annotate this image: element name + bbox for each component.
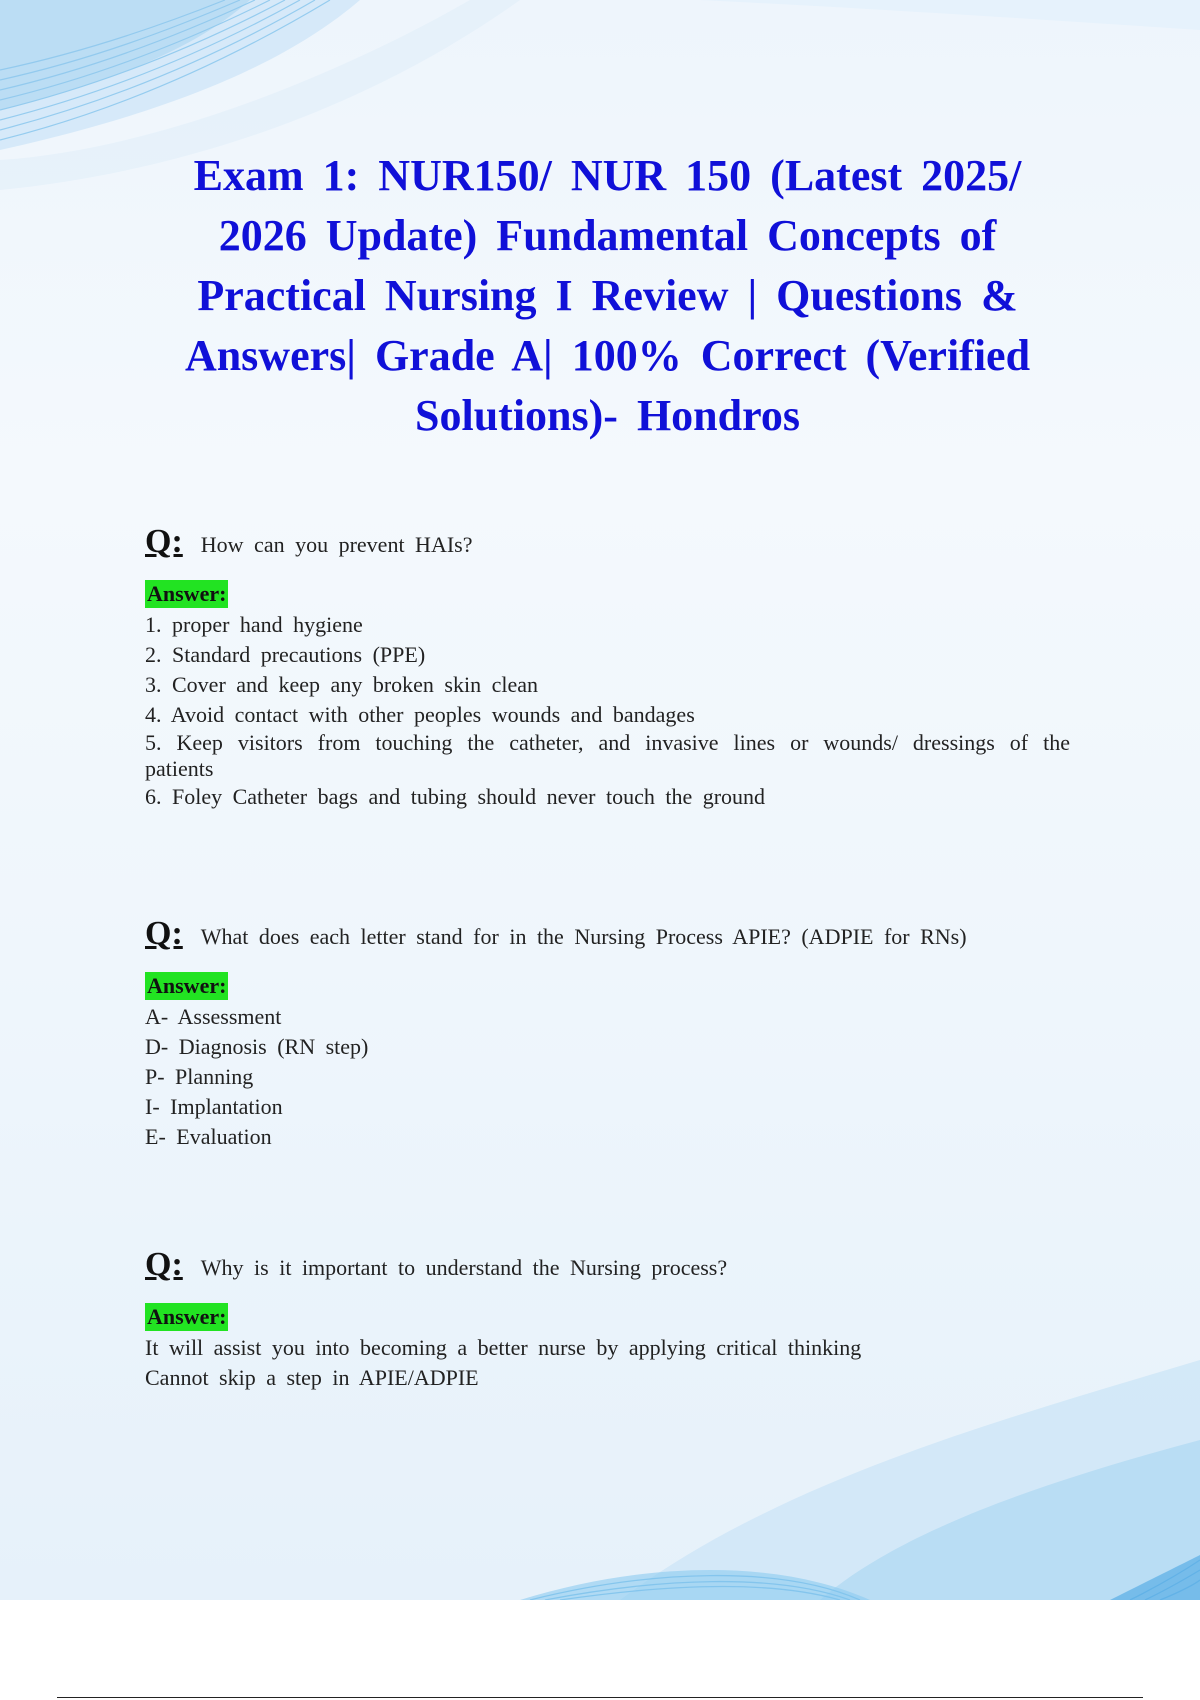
footer-rule <box>57 1697 1143 1698</box>
answer-line: D- Diagnosis (RN step) <box>145 1034 369 1059</box>
answer-line: 2. Standard precautions (PPE) <box>145 642 426 667</box>
answer-line: 3. Cover and keep any broken skin clean <box>145 672 538 697</box>
answer-line: 1. proper hand hygiene <box>145 612 363 637</box>
answer-line: A- Assessment <box>145 1004 282 1029</box>
answer-line: I- Implantation <box>145 1094 283 1119</box>
answer-line: Cannot skip a step in APIE/ADPIE <box>145 1365 479 1390</box>
answer-line: 5. Keep visitors from touching the catheter, and invasive lines or wounds/ dressings of the patients <box>145 730 1070 781</box>
answer-line: It will assist you into becoming a better nurse by applying critical thinking <box>145 1335 862 1360</box>
question-text: What does each letter stand for in the Nursing Process APIE? (ADPIE for RNs) <box>200 924 967 949</box>
question-row <box>145 914 1070 954</box>
question-text: How can you prevent HAIs? <box>200 532 473 557</box>
answer-list <box>145 1002 1070 1152</box>
answer-line: 6. Foley Catheter bags and tubing should never touch the ground <box>145 784 766 809</box>
question-row <box>145 1245 1070 1285</box>
question-row <box>145 522 1070 562</box>
question-text: Why is it important to understand the Nursing process? <box>200 1255 728 1280</box>
qa-item-2 <box>145 914 1070 1152</box>
document-title: Exam 1: NUR150/ NUR 150 (Latest 2025/ 2026 Update) Fundamental Concepts of Practical Nursing I Review | Questions & Answers| Grade A| 100% Correct (Verified Solutions)- Hondros <box>184 151 1031 440</box>
answer-line: 4. Avoid contact with other peoples wounds and bandages <box>145 702 695 727</box>
answer-label: Answer: <box>147 581 227 606</box>
answer-line: E- Evaluation <box>145 1124 272 1149</box>
question-label: Q: <box>145 523 183 560</box>
question-label: Q: <box>145 1246 183 1283</box>
qa-item-3 <box>145 1245 1070 1393</box>
answer-list <box>145 610 1070 812</box>
answer-label: Answer: <box>147 1304 227 1329</box>
answer-label: Answer: <box>147 973 227 998</box>
answer-line: P- Planning <box>145 1064 254 1089</box>
answer-list <box>145 1333 1070 1393</box>
qa-item-1 <box>145 522 1070 812</box>
question-label: Q: <box>145 915 183 952</box>
